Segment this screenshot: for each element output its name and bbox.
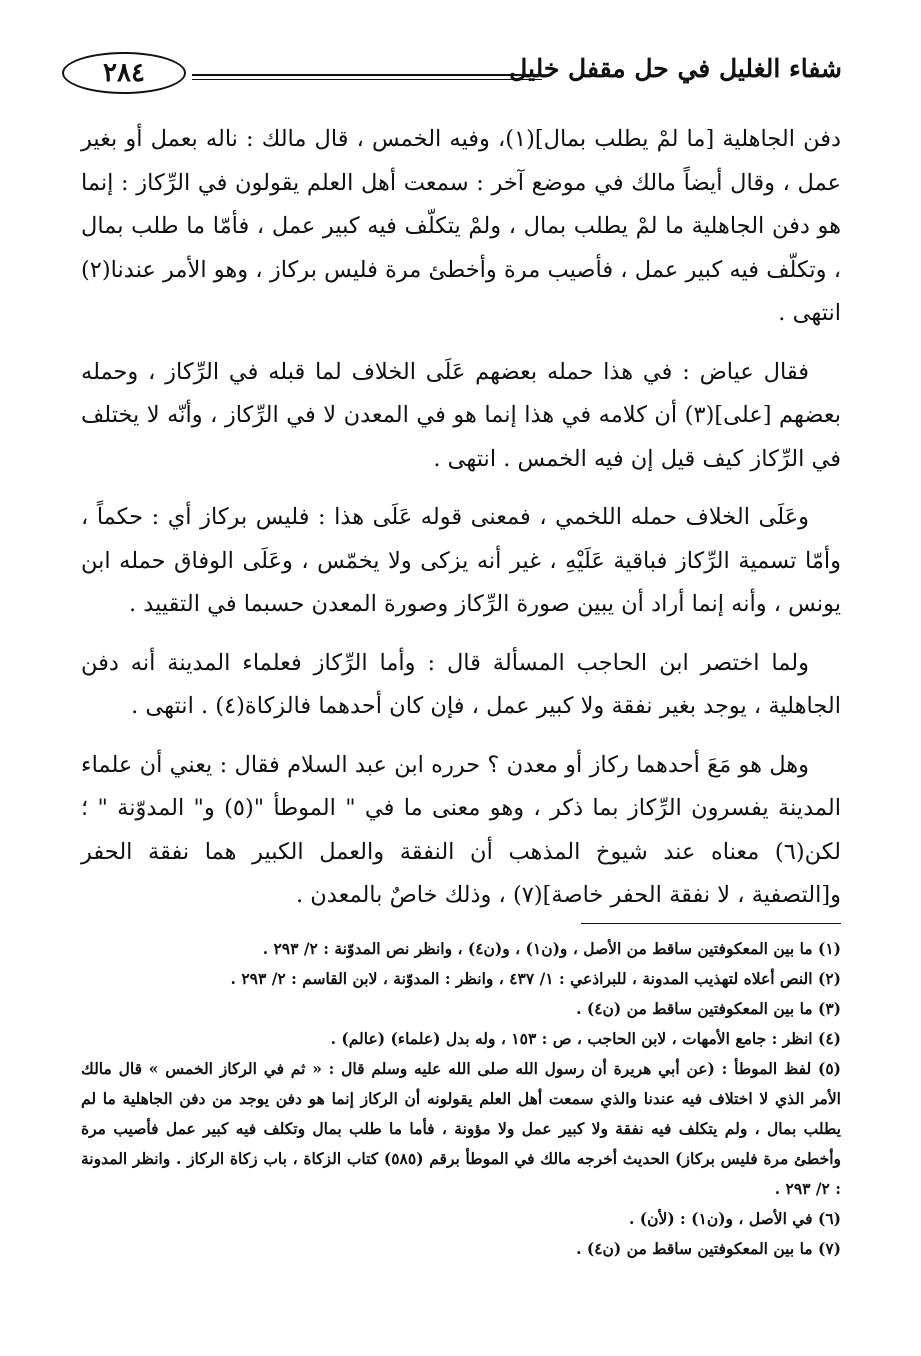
footnote: (٢) النص أعلاه لتهذيب المدونة ، للبراذعي : ١/ ٤٣٧ ، وانظر : المدوّنة ، لابن القاسم : ٢/ ٢٩٣ . [230,969,841,988]
footnote: (٦) في الأصل ، و(ن١) : (لأن) . [628,1209,841,1228]
footnote: (٤) انظر : جامع الأمهات ، لابن الحاجب ، ص : ١٥٣ ، وله بدل (علماء) (عالم) . [330,1029,841,1048]
footnote: (٧) ما بين المعكوفتين ساقط من (ن٤) . [576,1239,841,1258]
paragraph: دفن الجاهلية [ما لمْ يطلب بمال](١)، وفيه الخمس ، قال مالك : ناله بعمل أو بغير عمل ، وقال أيضاً مالك في موضع آخر : سمعت أهل العلم يقولون في الرِّكاز : إنما هو دفن الجاهلية ما لمْ يطلب بمال ، ولمْ يتكلّف فيه كبير عمل ، فأمّا ما طلب بمال ، وتكلّف فيه كبير عمل ، فأصيب مرة وأخطئ مرة فليس بركاز ، وهو الأمر عندنا(٢) انتهى . [81,126,841,326]
footnote: (٣) ما بين المعكوفتين ساقط من (ن٤) . [576,999,841,1018]
header-rule [192,74,542,80]
paragraph: ولما اختصر ابن الحاجب المسألة قال : وأما الرِّكاز فعلماء المدينة أنه دفن الجاهلية ، يوجد بغير نفقة ولا كبير عمل ، فإن كان أحدهما فالزكاة(٤) . انتهى . [81,649,841,719]
paragraph: وهل هو مَعَ أحدهما ركاز أو معدن ؟ حرره ابن عبد السلام فقال : يعني أن علماء المدينة يفسرون الرِّكاز بما ذكر ، وهو معنى ما في " الموطأ "(٥) و" المدوّنة " ؛ لكن(٦) معناه عند شيوخ المذهب أن النفقة والعمل الكبير هما نفقة الحفر و[التصفية ، لا نفقة الحفر خاصة](٧) ، وذلك خاصٌ بالمعدن . [81,751,841,908]
footnote-separator [581,923,841,924]
main-text [81,118,841,933]
footnote: (١) ما بين المعكوفتين ساقط من الأصل ، و(ن١) ، و(ن٤) ، وانظر نص المدوّنة : ٢/ ٢٩٣ . [262,939,841,958]
paragraph: وعَلَى الخلاف حمله اللخمي ، فمعنى قوله عَلَى هذا : فليس بركاز أي : حكماً ، وأمّا تسمية الرِّكاز فباقية عَلَيْهِ ، غير أنه يزكى ولا يخمّس ، وعَلَى الوفاق حمله ابن يونس ، وأنه إنما أراد أن يبين صورة الرِّكاز وصورة المعدن حسبما في التقييد . [81,504,841,617]
footnote: (٥) لفظ الموطأ : (عن أبي هريرة أن رسول الله صلى الله عليه وسلم قال : « ثم في الركاز الخمس » قال مالك الأمر الذي لا اختلاف فيه عندنا والذي سمعت أهل العلم يقولونه أن الركاز إنما هو دفن يوجد من دفن الجاهلية ما لم يطلب بمال ، ولم يتكلف فيه نفقة ولا كبير عمل ولا مؤونة ، فأما ما طلب بمال وتكلف فيه كبير عمل فأصيب مرة وأخطئ مرة فليس بركاز) الحديث أخرجه مالك في الموطأ برقم (٥٨٥) كتاب الزكاة ، باب زكاة الركاز . وانظر المدونة : ٢/ ٢٩٣ . [81,1059,841,1198]
paragraph: فقال عياض : في هذا حمله بعضهم عَلَى الخلاف لما قبله في الرِّكاز ، وحمله بعضهم [على](٣) أن كلامه في هذا إنما هو في المعدن لا في الرِّكاز ، وأنّه لا يختلف في الرِّكاز كيف قيل إن فيه الخمس . انتهى . [81,358,841,472]
page-header [62,52,842,98]
running-title: شفاء الغليل في حل مقفل خليل [509,54,842,83]
footnotes [81,934,841,1264]
page-number-badge: ٢٨٤ [62,52,186,94]
